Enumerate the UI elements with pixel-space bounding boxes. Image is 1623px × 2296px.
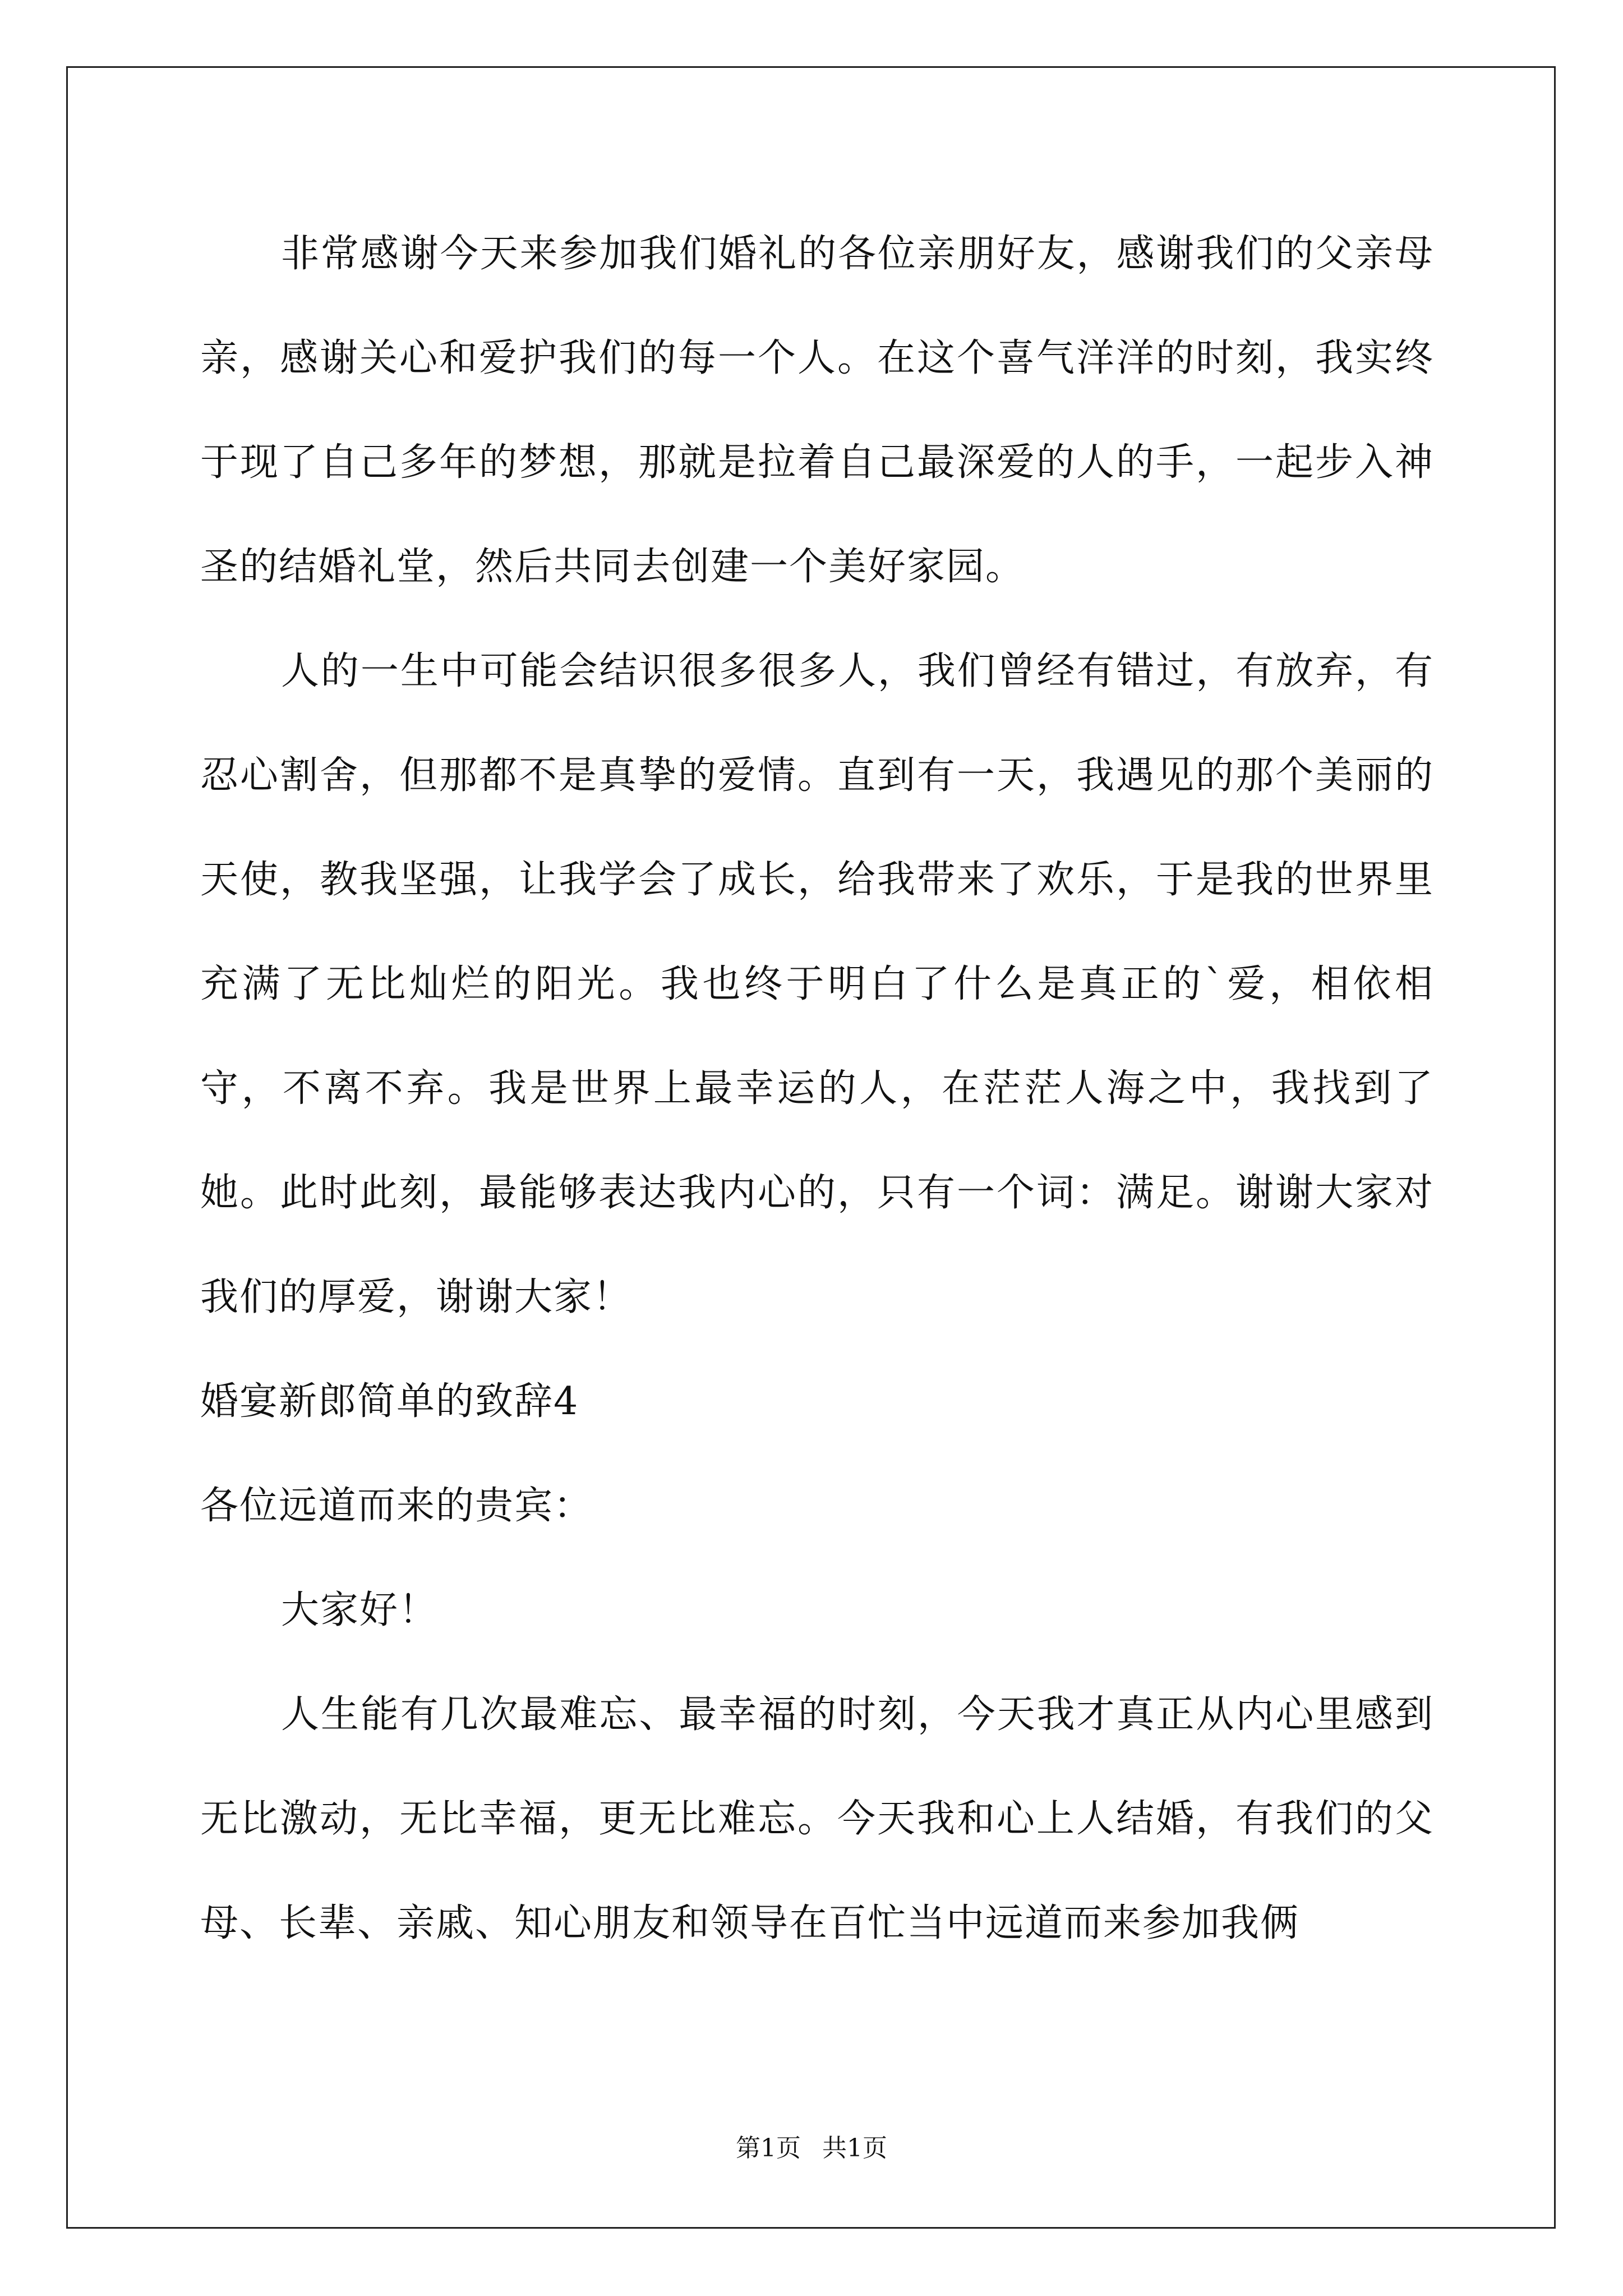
salutation: 各位远道而来的贵宾：: [200, 1484, 593, 1528]
page-total: 共1页: [822, 2134, 887, 2162]
paragraph-love-story: 人的一生中可能会结识很多很多人，我们曾经有错过，有放弃，有忍心割舍，但那都不是真挚的爱情。直到有一天，我遇见的那个美丽的天使，教我坚强，让我学会了成长，给我带来了欢乐，于是我的世界里充满了无比灿烂的阳光。我也终于明白了什么是真正的`爱，相依相守，不离不弃。我是世界上最幸运的人，在茫茫人海之中，我找到了她。此时此刻，最能够表达我内心的，只有一个词：满足。谢谢大家对我们的厚爱，谢谢大家！: [200, 649, 1434, 1319]
page-number: 第1页: [736, 2134, 801, 2162]
greeting: 大家好！: [281, 1588, 439, 1632]
paragraph-speech: 人生能有几次最难忘、最幸福的时刻，今天我才真正从内心里感到无比激动，无比幸福，更无比难忘。今天我和心上人结婚，有我们的父母、长辈、亲戚、知心朋友和领导在百忙当中远道而来参加我俩: [200, 1692, 1434, 1945]
document-body: [200, 202, 1434, 1976]
section-heading: 婚宴新郎简单的致辞4: [200, 1379, 579, 1424]
paragraph-thanks: 非常感谢今天来参加我们婚礼的各位亲朋好友，感谢我们的父亲母亲，感谢关心和爱护我们的每一个人。在这个喜气洋洋的时刻，我实终于现了自己多年的梦想，那就是拉着自己最深爱的人的手，一起步入神圣的结婚礼堂，然后共同去创建一个美好家园。: [200, 232, 1434, 589]
page-footer: [0, 2132, 1623, 2165]
